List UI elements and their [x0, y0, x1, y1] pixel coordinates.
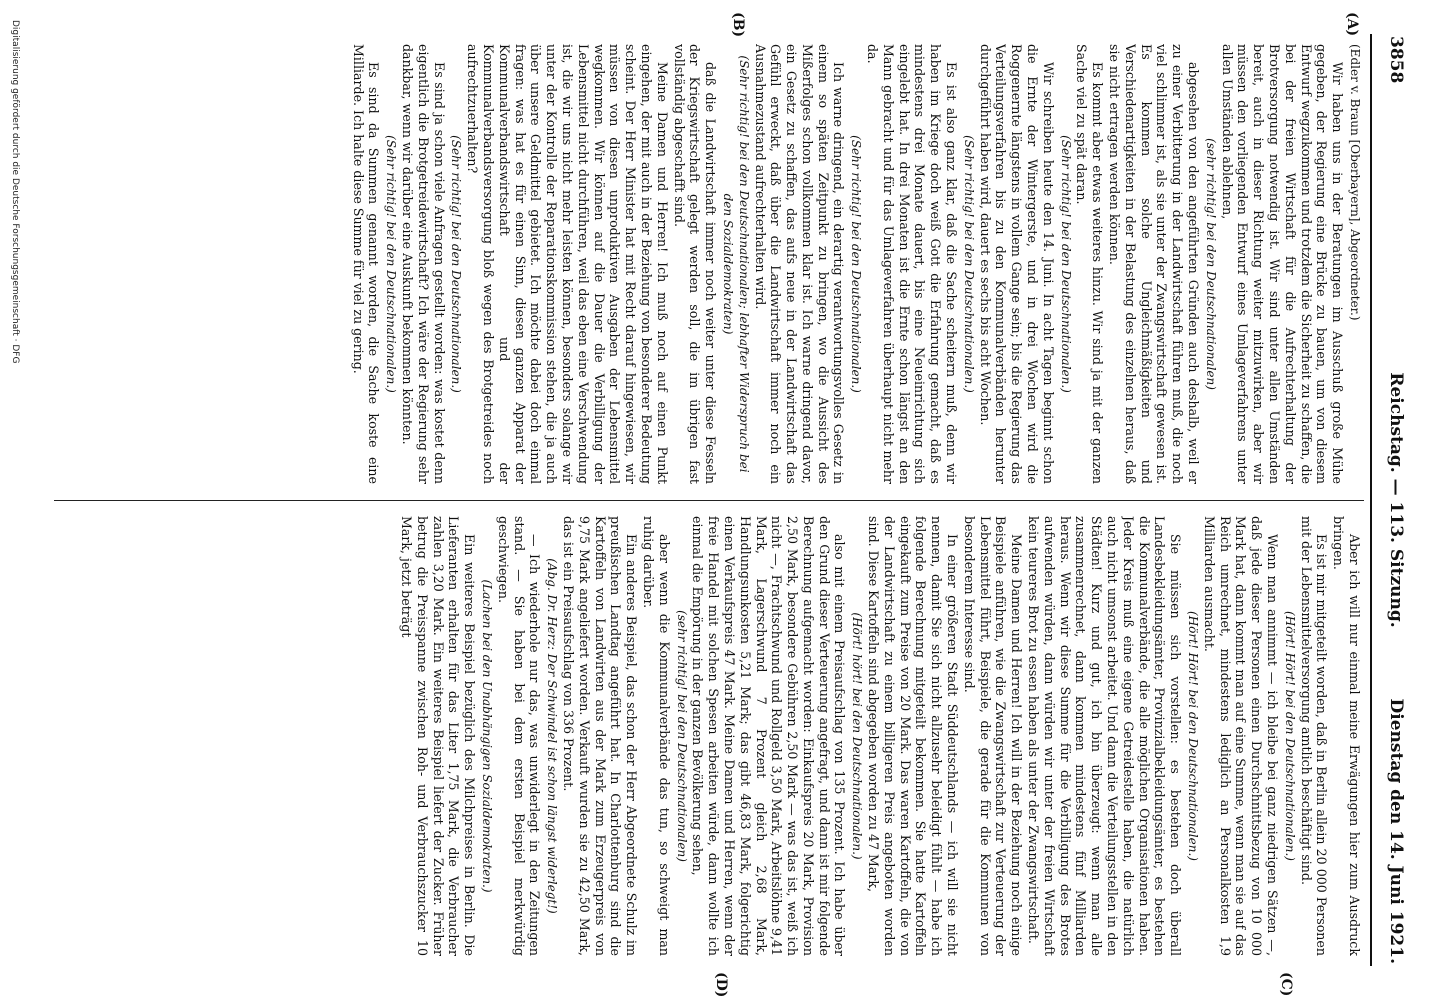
session-title: Reichstag. — 113. Sitzung.: [1386, 372, 1406, 628]
page-header: [1368, 30, 1412, 970]
interjection: (Lachen bei den Unabhängigen Sozialdemokraten.): [479, 579, 494, 893]
margin-marker-b: (B): [730, 12, 746, 38]
paragraph: Ein anderes Beispiel, das schon der Herr Abgeordnete Schulz im preußischen Landtag angeführt hat. In Charlottenburg sind die Kartoffeln von Landwirten aus der Mark zum Erzeugerpreis von 9,75 Mark angeliefert worden. Verkauft wurden sie zu 42,50 Mark, das ist ein Preisaufschlag von 336 Prozent.: [560, 516, 640, 956]
paragraph: — Ich wiederhole nur das, was unwiderlegt in den Zeitungen stand. — Sie haben bei dem ersten Beispiel merkwürdig geschwiegen.: [495, 516, 543, 956]
paragraph: Es ist mir mitgeteilt worden, daß in Berlin allein 20 000 Personen mit der Lebensmittelversorgung amtlich beschäftigt sind.: [1298, 516, 1330, 956]
margin-marker-c: (C): [1278, 972, 1294, 997]
paragraph: daß die Landwirtschaft immer noch weiter unter diese Fesseln der Kriegswirtschaft gelegt werden soll, die im übrigen fast vollständig abgeschafft sind.: [671, 44, 719, 484]
paragraph: Es kommt aber etwas weiteres hinzu. Wir sind ja mit der ganzen Sache viel zu spät daran.: [1074, 44, 1106, 484]
interjection: (sehr richtig! bei den Deutschnationalen): [1203, 138, 1218, 390]
interjection: (Sehr richtig! bei den Deutschnationalen.): [961, 135, 976, 393]
interjection: (Sehr richtig! bei den Deutschnationalen.): [1058, 135, 1073, 393]
margin-marker-d: (D): [713, 972, 729, 998]
paragraph: In einer größeren Stadt Süddeutschlands — ich will sie nicht nennen, damit Sie sich nicht allzusehr beleidigt fühlt — habe ich folgende Berechnung mitgeteilt bekommen. Sie hatte Kartoffeln eingekauft zum Preise von 20 Mark. Das waren Kartoffeln, die von der Landwirtschaft zu einem billigeren Preis angeboten worden sind. Diese Kartoffeln sind abgegeben worden zu 47 Mark,: [866, 516, 961, 956]
text-column-right: [52, 516, 1362, 956]
speaker-note: (Edler v. Braun [Oberbayern], Abgeordneter.): [1348, 44, 1362, 321]
paragraph: Meine Damen und Herren! Ich muß noch auf einen Punkt eingehen, der mit auch in der Beziehung von besonderer Bedeutung scheint. Der Herr Minister hat mit Recht darauf hingewiesen, wir müssen von diesen unproduktiven Ausgaben der Lebensmittel wegkommen. Wir können auf die Dauer die Verbilligung der Lebensmittel nicht durchführen, weil das eben eine Verschwendung ist, die wir uns nicht mehr leisten können, besonders solange wir unter der Kontrolle der Reparationskommission stehen, die ja auch über unsere Geldmittel gebietet. Ich möchte dabei doch einmal fragen: was hat es für einen Sinn, diesen ganzen Apparat der Kommunalverbandswirtschaft und der Kommunalverbandsversorgung bloß wegen des Brotgetreides noch aufrechtzuerhalten?: [465, 44, 670, 484]
interjection: (Sehr richtig! bei den Deutschnationalen.): [384, 135, 399, 393]
interjection: (sehr richtig! bei den Deutschnationalen): [674, 610, 689, 862]
interjection: (Sehr richtig! bei den Deutschnationalen; lebhafter Widerspruch bei den Sozialdemokraten): [720, 55, 751, 473]
paragraph: Sie müssen sich vorstellen: es bestehen doch überall Landesbekleidungsämter, Provinzialbekleidungsämter, es bestehen die Kommunalverbände, die alle möglichen Organisationen haben. Jeder Kreis muß eine eigene Getreidestelle haben, die natürlich auch nicht umsonst arbeitet. Und dann die Verteilungsstellen in den Städten! Kurz und gut, ich bin überzeugt: wenn man alle zusammenrechnet, dann kommen mindestens fünf Milliarden heraus. Wenn wir diese Summe für die Verbilligung des Brotes aufwenden würden, dann würden wir unter der freien Wirtschaft kein teureres Brot zu essen haben als unter der Zwangswirtschaft.: [1026, 516, 1184, 956]
paragraph: Meine Damen und Herren! Ich will in der Beziehung noch einige Beispiele anführen, wie die Zwangswirtschaft zur Verteuerung der Lebensmittel führt, Beispiele, die gerade für die Kommunen von besonderem Interesse sind.: [961, 516, 1025, 956]
paragraph: aber wenn die Kommunalverbände das tun, so schweigt man ruhig darüber.: [640, 516, 672, 956]
interjection: (Sehr richtig! bei den Deutschnationalen.): [449, 135, 464, 393]
session-date: Dienstag den 14. Juni 1921.: [1386, 698, 1406, 964]
paragraph: Es ist also ganz klar, daß die Sache scheitern muß, denn wir haben im Kriege doch weiß Gott die Erfahrung gemacht, daß es mindestens drei Monate dauert, bis eine Neueinrichtung sich eingelebt hat. In drei Monaten ist die Ernte schon längst an den Mann gebracht und für das Umlageverfahren überhaupt nicht mehr da.: [865, 44, 960, 484]
interjection: (Hört! Hört! bei den Deutschnationalen.): [1282, 611, 1297, 861]
paragraph: Wenn man annimmt — ich bleibe bei ganz niedrigen Sätzen —, daß jede dieser Personen einen Durchschnittsbezug von 10 000 Mark hat, dann kommt man auf eine Summe, wenn man sie auf das Reich umrechnet, mindestens lediglich an Personalkosten 1,9 Milliarden ausmacht.: [1201, 516, 1281, 956]
interjection: (Sehr richtig! bei den Deutschnationalen.): [849, 135, 864, 393]
paragraph: Aber ich will nur einmal meine Erwägungen hier zum Ausdruck bringen.: [1331, 516, 1362, 956]
paragraph: Wir schreiben heute den 14. Juni. In acht Tagen beginnt schon die Ernte der Wintergerste, und in drei Wochen wird die Roggenernte längstens in vollem Gange sein; bis die Regierung das Verteilungsverfahren bis zu den Kommunalverbänden herunter durchgeführt haben wird, dauert es sechs bis acht Wochen.: [977, 44, 1056, 484]
interjection: (Abg. Dr. Herz: Der Schwindel ist schon längst widerlegt!): [545, 558, 560, 914]
paragraph: abgesehen von den angeführten Gründen auch deshalb, weil er zu einer Verbitterung in der Landwirtschaft führen muß, die noch viel schlimmer ist, als sie unter der Zwangswirtschaft gewesen ist. Es kommen solche Ungleichmäßigkeiten und Verschiedenartigkeiten in der Belastung des einzelnen heraus, daß sie nicht ertragen werden können.: [1107, 44, 1202, 484]
margin-marker-a: (A): [1344, 12, 1360, 37]
paragraph: Es sind da Summen genannt worden, die Sache koste eine Milliarde. Ich halte diese Summe für viel zu gering.: [350, 44, 382, 484]
column-divider: [54, 500, 1364, 501]
paragraph: also mit einem Preisaufschlag von 135 Prozent. Ich habe über den Grund dieser Verteuerung angefragt, und dann ist mir folgende Berechnung aufgemacht worden: Einkaufspreis 20 Mark, Provision 2,50 Mark, besondere Gebühren 2,50 Mark — was das ist, weiß ich nicht —, Frachtschwund und Rollgeld 3,50 Mark, Arbeitslöhne 9,41 Mark, Lagerschwund 7 Prozent gleich 2,68 Mark, Handlungsunkosten 5,21 Mark; das gibt 46,83 Mark, folgerichtig einen Verkaufspreis 47 Mark. Meine Damen und Herren, wenn der freie Handel mit solchen Spesen arbeiten würde, dann wollte ich einmal die Empörung in der ganzen Bevölkerung sehen,: [690, 516, 848, 956]
paragraph: Wir haben uns in der Beratungen im Ausschuß große Mühe gegeben, der Regierung eine Brücke zu bauen, um von diesem Entwurf wegzukommen und trotzdem die Sicherheit zu schaffen, die bei der freien Wirtschaft für die Aufrechterhaltung der Brotversorgung notwendig ist. Wir sind unter allen Umständen bereit, auch in dieser Richtung weiter mitzuwirken, aber wir müssen den vorliegenden Entwurf eines Umlageverfahrens unter allen Umständen ablehnen,: [1219, 44, 1346, 484]
interjection: (Hört! hört! bei den Deutschnationalen.): [850, 612, 865, 860]
paragraph: Ein weiteres Beispiel bezüglich des Milchpreises in Berlin. Die Lieferanten erhalten für das Liter 1,75 Mark, die Verbraucher zahlen 3,20 Mark. Ein weiteres Beispiel liefert der Zucker. Früher betrug die Preisspanne zwischen Roh- und Verbrauchszucker 10 Mark, jetzt beträgt: [398, 516, 478, 956]
text-column-left: [52, 44, 1362, 484]
header-rule: [1370, 34, 1372, 966]
interjection: (Hört! Hört! bei den Deutschnationalen.): [1186, 611, 1201, 861]
page-number: 3858: [1386, 36, 1406, 84]
digitization-footer: Digitalisierung gefördert durch die Deutsche Forschungsgemeinschaft · DFG: [10, 20, 20, 364]
paragraph: Ich warne dringend, ein derartig verantwortungsvolles Gesetz in einem so späten Zeitpunkt zu bringen, wo die Aussicht des Mißerfolges schon vollkommen klar ist. Ich warne dringend davor, ein Gesetz zu schaffen, das aufs neue in der Landwirtschaft das Gefühl erweckt, daß über die Landwirtschaft immer noch ein Ausnahmezustand aufrechterhalten wird.: [752, 44, 847, 484]
paragraph: Es sind ja schon viele Anfragen gestellt worden: was kostet denn eigentlich die Brotgetreidewirtschaft? Ich wäre der Regierung sehr dankbar, wenn wir darüber eine Auskunft bekommen könnten.: [399, 44, 447, 484]
